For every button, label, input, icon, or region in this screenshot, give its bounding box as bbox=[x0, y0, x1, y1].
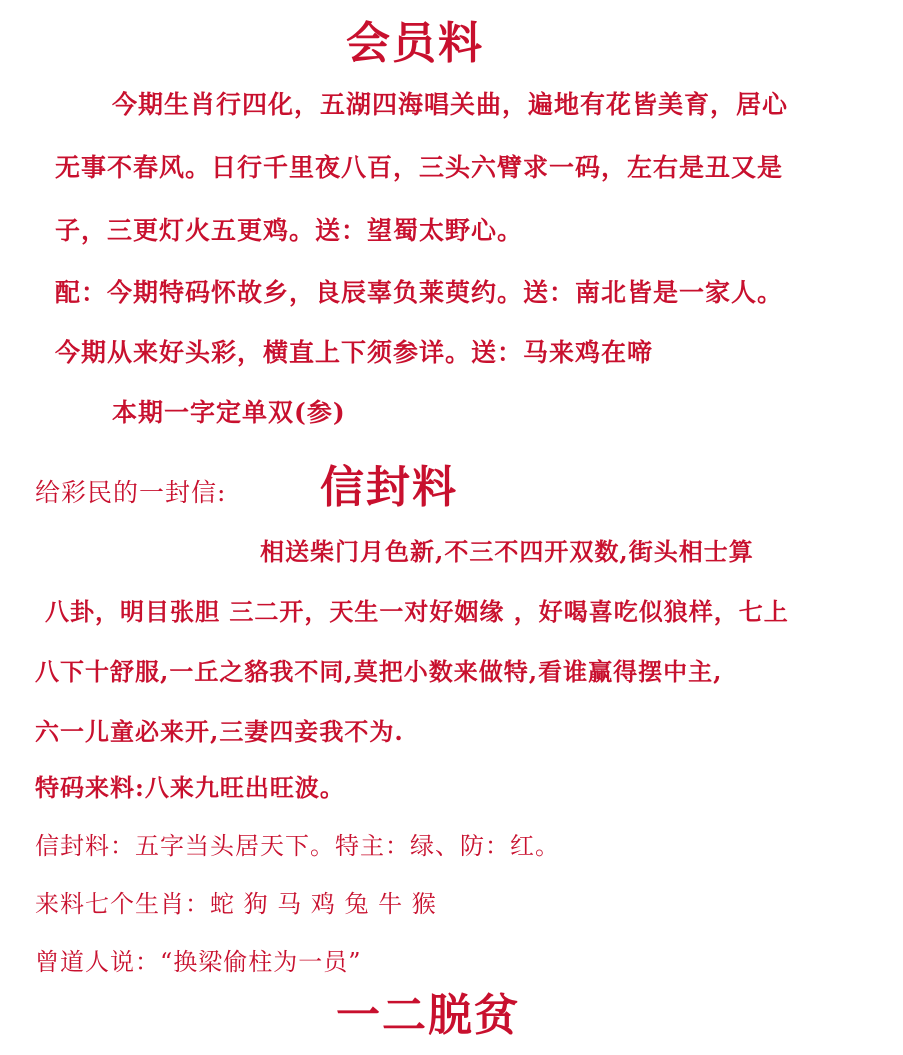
envelope-line-8: 曾道人说：“换梁偷柱为一员” bbox=[35, 948, 362, 976]
envelope-line-3: 八下十舒服,一丘之貉我不同,莫把小数来做特,看谁赢得摆中主, bbox=[35, 657, 723, 686]
member-line-4: 配：今期特码怀故乡，良辰辜负莱萸约。送：南北皆是一家人。 bbox=[55, 278, 784, 307]
member-line-3: 子，三更灯火五更鸡。送：望蜀太野心。 bbox=[55, 216, 524, 245]
letter-label: 给彩民的一封信: bbox=[35, 478, 227, 507]
section-title-member: 会员料 bbox=[346, 18, 484, 69]
member-line-1: 今期生肖行四化，五湖四海唱关曲，遍地有花皆美育，居心 bbox=[112, 90, 789, 119]
section-title-envelope: 信封料 bbox=[320, 462, 458, 513]
envelope-line-1: 相送柴门月色新,不三不四开双数,街头相士算 bbox=[260, 537, 754, 566]
member-line-2: 无事不春风。日行千里夜八百，三头六臂求一码，左右是丑又是 bbox=[55, 153, 784, 182]
envelope-line-7: 来料七个生肖：蛇 狗 马 鸡 兔 牛 猴 bbox=[35, 890, 437, 918]
member-line-6: 本期一字定单双(参) bbox=[112, 398, 346, 427]
envelope-line-6: 信封料：五字当头居天下。特主：绿、防：红。 bbox=[35, 832, 560, 860]
envelope-line-5: 特码来料:八来九旺出旺波。 bbox=[35, 773, 345, 802]
member-line-5: 今期从来好头彩，横直上下须参详。送：马来鸡在啼 bbox=[55, 338, 654, 367]
section-title-poverty: 一二脱贫 bbox=[336, 990, 520, 1041]
envelope-line-4: 六一儿童必来开,三妻四妾我不为. bbox=[35, 717, 404, 746]
envelope-line-2: 八卦，明目张胆 三二开，天生一对好姻缘 ，好喝喜吃似狼样，七上 bbox=[45, 597, 789, 626]
